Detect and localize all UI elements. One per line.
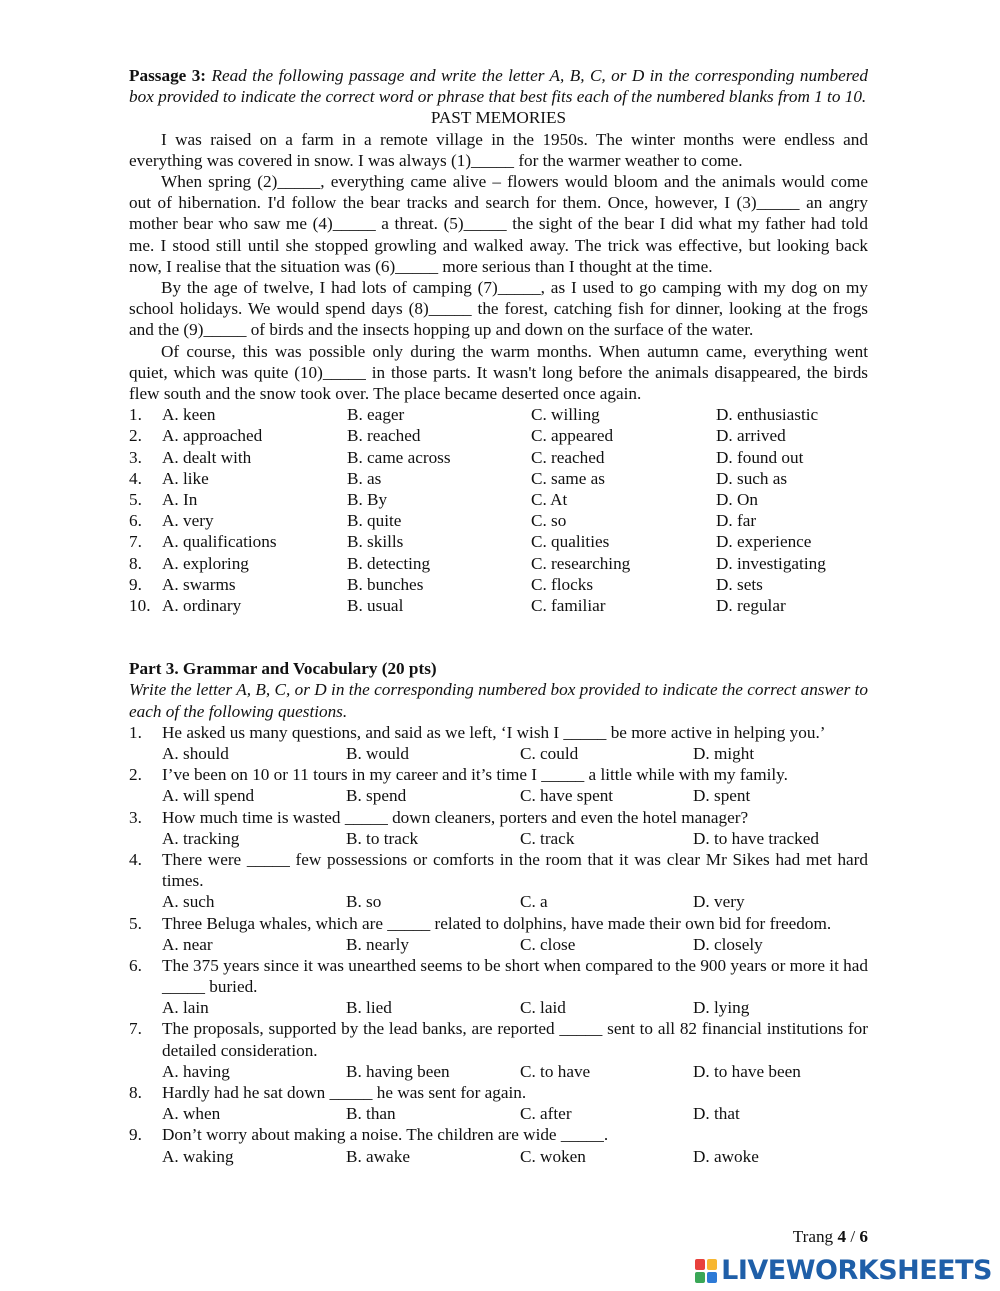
answer-option-d: D. that [693, 1104, 740, 1124]
passage-paragraph: By the age of twelve, I had lots of camping (7)_____, as I used to go camping with my dog on my school holidays. We would spend days (8)_____ the forest, catching fish for dinner, looking at the frogs and the (9)_____ of birds and the insects hopping up and down on the surface of the water. [129, 278, 868, 340]
answer-option-c: C. have spent [520, 786, 614, 806]
answer-option-a: A. tracking [162, 828, 240, 848]
option-d: D. sets [716, 574, 763, 594]
question-text: He asked us many questions, and said as we left, ‘I wish I _____ be more active in helping you.’ [162, 722, 826, 742]
option-a: A. very [162, 511, 214, 531]
option-a: A. approached [162, 426, 263, 446]
option-row [129, 404, 868, 425]
option-row [129, 489, 868, 510]
answer-option-d: D. to have tracked [693, 828, 819, 848]
option-number: 3. [129, 447, 142, 467]
part3-instruction: Write the letter A, B, C, or D in the corresponding numbered box provided to indicate the correct answer to each of the following questions. [129, 680, 868, 721]
answer-option-a: A. will spend [162, 786, 255, 806]
option-number: 8. [129, 553, 142, 573]
option-row [129, 510, 868, 531]
answer-option-d: D. closely [693, 934, 763, 954]
option-number: 1. [129, 405, 142, 425]
option-number: 5. [129, 490, 142, 509]
option-d: D. such as [716, 468, 788, 488]
question-text: How much time is wasted _____ down cleaners, porters and even the hotel manager? [162, 807, 749, 827]
option-c: C. researching [531, 553, 631, 573]
option-a: A. In [162, 490, 198, 509]
answer-option-b: B. to track [346, 828, 419, 848]
question-item [129, 807, 868, 849]
option-a: A. like [162, 468, 209, 488]
option-b: B. came across [347, 447, 451, 467]
question-list [129, 722, 868, 1167]
option-number: 4. [129, 468, 142, 488]
option-a: A. qualifications [162, 532, 277, 552]
answer-option-c: C. close [520, 934, 576, 954]
option-row [129, 531, 868, 552]
question-item [129, 849, 868, 913]
question-number: 8. [129, 1083, 142, 1103]
answer-option-b: B. than [346, 1104, 396, 1124]
option-b: B. skills [347, 532, 404, 552]
question-item [129, 955, 868, 1019]
option-a: A. keen [162, 405, 216, 425]
option-b: B. eager [347, 405, 405, 425]
option-c: C. At [531, 490, 568, 509]
option-b: B. quite [347, 511, 402, 531]
answer-option-d: D. awoke [693, 1146, 759, 1166]
page-label: Trang [792, 1227, 834, 1246]
answer-option-c: C. track [520, 828, 575, 848]
question-text: The proposals, supported by the lead banks, are reported _____ sent to all 82 financial institutions for detailed consideration. [162, 1019, 868, 1060]
option-d: D. arrived [716, 426, 786, 446]
answer-option-b: B. so [346, 892, 382, 912]
part3-title: Part 3. Grammar and Vocabulary (20 pts) [129, 659, 437, 679]
option-row [129, 553, 868, 574]
passage-title: PAST MEMORIES [430, 108, 567, 128]
passage-instruction-text: Read the following passage and write the letter A, B, C, or D in the corresponding numbered box provided to indicate the correct word or phrase that best fits each of the numbered blanks from 1 to 10. [129, 66, 868, 107]
question-item [129, 1124, 868, 1166]
answer-option-d: D. might [693, 743, 755, 763]
option-b: B. as [347, 468, 382, 488]
option-a: A. exploring [162, 553, 249, 573]
option-b: B. usual [347, 595, 404, 615]
option-row [129, 468, 868, 489]
option-number: 7. [129, 532, 142, 552]
option-number: 9. [129, 574, 142, 594]
question-number: 4. [129, 849, 142, 869]
question-number: 7. [129, 1019, 142, 1039]
page-separator: / [846, 1227, 860, 1246]
answer-option-b: B. lied [346, 998, 392, 1018]
answer-option-d: D. lying [693, 998, 750, 1018]
option-b: B. By [347, 490, 388, 509]
option-row [129, 447, 868, 468]
option-c: C. familiar [531, 595, 606, 615]
answer-option-c: C. after [520, 1104, 572, 1124]
worksheet-page [129, 65, 868, 1167]
passage-heading: Passage 3: [129, 66, 207, 85]
passage-paragraph: When spring (2)_____, everything came alive – flowers would bloom and the animals would come out of hibernation. I'd follow the bear tracks and search for them. Once, however, I (3)_____ an angry mother bear who saw me (4)_____ a threat. (5)_____ the sight of the bear I did what my father had told me. I stood still until she stopped growling and walked away. The trick was effective, but looking back now, I realise that the situation was (6)_____ more serious than I thought at the time. [129, 172, 868, 276]
option-d: D. enthusiastic [716, 405, 819, 425]
option-number: 10. [129, 595, 151, 615]
option-d: D. found out [716, 447, 804, 467]
total-pages: 6 [859, 1227, 868, 1246]
option-a: A. swarms [162, 574, 236, 594]
answer-option-c: C. to have [520, 1061, 591, 1081]
answer-option-b: B. nearly [346, 934, 410, 954]
option-row [129, 595, 868, 616]
answer-option-a: A. waking [162, 1146, 234, 1166]
option-b: B. reached [347, 426, 421, 446]
question-text: I’ve been on 10 or 11 tours in my career and it’s time I _____ a little while with my family. [162, 765, 788, 785]
option-number: 6. [129, 511, 142, 531]
option-a: A. dealt with [162, 447, 252, 467]
option-d: D. investigating [716, 553, 826, 573]
answer-option-c: C. woken [520, 1146, 586, 1166]
answer-option-b: B. awake [346, 1146, 410, 1166]
answer-option-a: A. such [162, 892, 215, 912]
logo-grid-icon [695, 1259, 717, 1283]
answer-option-d: D. spent [693, 786, 751, 806]
answer-option-a: A. should [162, 743, 229, 763]
passage-paragraph: Of course, this was possible only during the warm months. When autumn came, everything went quiet, which was quite (10)_____ in those parts. It wasn't long before the animals disappeared, the birds flew south and the snow took over. The place became deserted once again. [129, 341, 868, 404]
passage-paragraph: I was raised on a farm in a remote village in the 1950s. The winter months were endless and everything was covered in snow. I was always (1)_____ for the warmer weather to come. [129, 129, 868, 170]
answer-option-a: A. near [162, 934, 213, 954]
liveworksheets-logo [695, 1256, 992, 1286]
question-number: 2. [129, 765, 142, 785]
answer-option-c: C. a [520, 892, 548, 912]
question-text: The 375 years since it was unearthed seems to be short when compared to the 900 years or more it had _____ buried. [162, 955, 868, 997]
question-text: Three Beluga whales, which are _____ related to dolphins, have made their own bid for freedom. [162, 913, 832, 933]
answer-option-a: A. lain [162, 998, 209, 1018]
answer-option-c: C. laid [520, 998, 566, 1018]
answer-option-a: A. having [162, 1061, 230, 1081]
option-c: C. willing [531, 405, 600, 425]
option-number: 2. [129, 426, 142, 446]
question-item [129, 764, 868, 806]
option-row [129, 574, 868, 595]
passage-instruction [129, 65, 868, 107]
answer-option-b: B. spend [346, 786, 407, 806]
answer-option-d: D. very [693, 892, 745, 912]
answer-option-b: B. would [346, 743, 410, 763]
question-number: 3. [129, 807, 142, 827]
question-item [129, 1018, 868, 1082]
option-a: A. ordinary [162, 595, 242, 615]
current-page: 4 [837, 1227, 847, 1246]
answer-option-c: C. could [520, 743, 579, 763]
option-d: D. far [716, 511, 757, 531]
question-text: Hardly had he sat down _____ he was sent for again. [162, 1083, 527, 1103]
option-d: D. regular [716, 595, 786, 615]
passage-options-list [129, 404, 868, 616]
question-number: 5. [129, 913, 142, 933]
answer-option-a: A. when [162, 1104, 221, 1124]
page-number [793, 1226, 868, 1247]
option-c: C. reached [531, 447, 605, 467]
option-c: C. so [531, 511, 567, 531]
answer-option-d: D. to have been [693, 1061, 801, 1081]
option-c: C. flocks [531, 574, 594, 594]
option-d: D. experience [716, 532, 812, 552]
question-text: There were _____ few possessions or comforts in the room that it was clear Mr Sikes had met hard times. [162, 849, 868, 891]
option-d: D. On [716, 490, 759, 509]
answer-option-b: B. having been [346, 1061, 450, 1081]
question-item [129, 1082, 868, 1124]
question-number: 6. [129, 955, 142, 975]
option-row [129, 425, 868, 446]
question-item [129, 913, 868, 955]
logo-text: LIVEWORKSHEETS [721, 1255, 992, 1287]
option-c: C. qualities [531, 532, 610, 552]
option-c: C. appeared [531, 426, 614, 446]
question-item [129, 722, 868, 764]
option-b: B. bunches [347, 574, 424, 594]
question-number: 9. [129, 1125, 142, 1145]
option-c: C. same as [531, 468, 605, 488]
question-number: 1. [129, 722, 142, 742]
option-b: B. detecting [347, 553, 431, 573]
question-text: Don’t worry about making a noise. The children are wide _____. [162, 1125, 609, 1145]
